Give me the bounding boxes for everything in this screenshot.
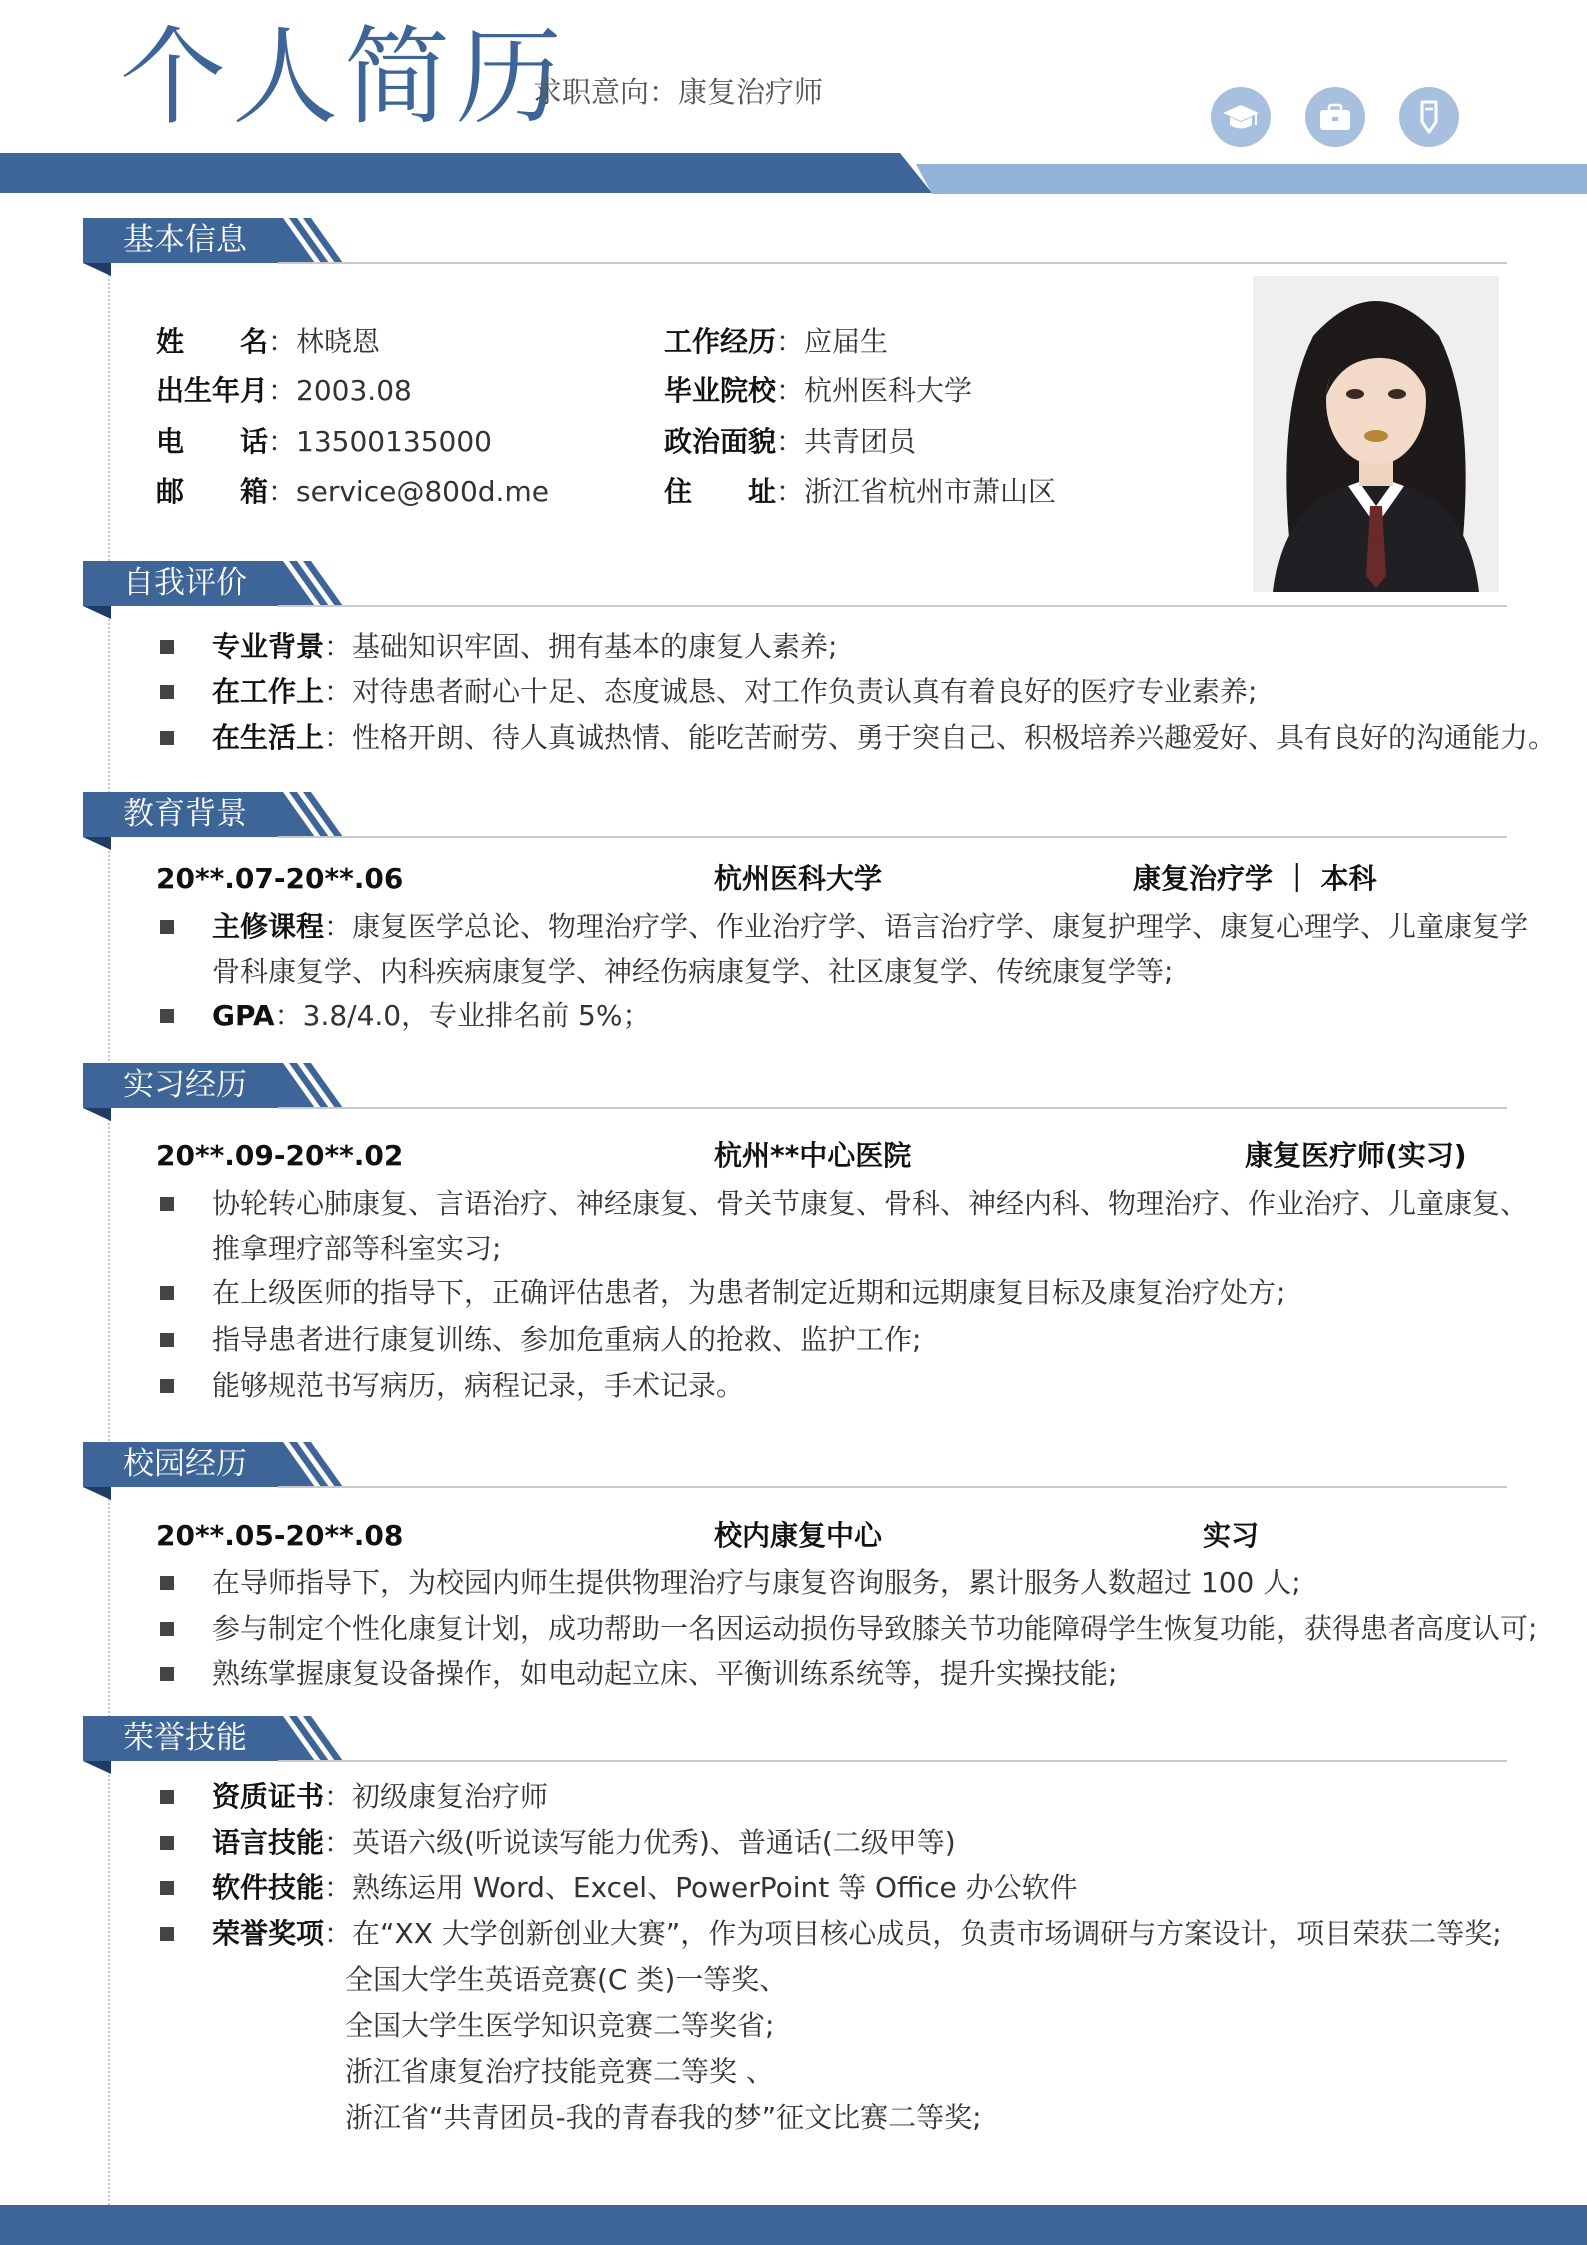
section-rule [278,1107,1507,1109]
language-line: 语言技能：英语六级(听说读写能力优秀)、普通话(二级甲等) [212,1826,956,1859]
intern-item: 能够规范书写病历，病程记录，手术记录。 [212,1369,745,1402]
self-eval-item: 专业背景：基础知识牢固、拥有基本的康复人素养; [212,630,838,663]
intern-item-cont: 推拿理疗部等科室实习; [212,1232,502,1265]
software-line: 软件技能：熟练运用 Word、Excel、PowerPoint 等 Office 办公软件 [212,1871,1078,1904]
school-field: 毕业院校：杭州医科大学 [664,374,973,407]
self-eval-item: 在工作上：对待患者耐心十足、态度诚恳、对工作负责认真有着良好的医疗专业素养; [212,675,1258,708]
intern-role: 康复医疗师(实习) [1245,1139,1467,1172]
footer-band [0,2205,1587,2245]
campus-role: 实习 [1203,1519,1260,1552]
section-title: 荣誉技能 [83,1716,278,1761]
award-line: 浙江省康复治疗技能竞赛二等奖 、 [345,2055,774,2088]
briefcase-icon [1305,87,1365,147]
timeline-dotted-line [108,262,110,2217]
political-field: 政治面貌：共青团员 [664,425,917,458]
section-rule [278,605,1507,607]
birth-field: 出生年月：2003.08 [156,374,412,407]
section-rule [278,1486,1507,1488]
section-stripes [273,1063,433,1108]
pen-icon [1399,87,1459,147]
section-rule [278,1760,1507,1762]
edu-period: 20**.07-20**.06 [156,862,404,895]
section-honors [83,1716,1507,1761]
courses-line-1: 主修课程：康复医学总论、物理治疗学、作业治疗学、语言治疗学、康复护理学、康复心理学、儿童康复学 [212,910,1529,943]
section-title: 教育背景 [83,792,278,837]
section-title: 实习经历 [83,1063,278,1108]
award-line: 全国大学生医学知识竞赛二等奖省; [345,2009,775,2042]
header-band-light [916,164,1587,194]
award-line: 浙江省“共青团员-我的青春我的梦”征文比赛二等奖; [345,2101,982,2134]
intern-item: 在上级医师的指导下，正确评估患者，为患者制定近期和远期康复目标及康复治疗处方; [212,1276,1286,1309]
section-stripes [273,1716,433,1761]
award-line: 全国大学生英语竞赛(C 类)一等奖、 [345,1963,788,1996]
courses-line-2: 骨科康复学、内科疾病康复学、神经伤病康复学、社区康复学、传统康复学等; [212,955,1174,988]
section-title: 校园经历 [83,1442,278,1487]
graduation-cap-icon [1211,87,1271,147]
name-field: 姓 名：林晓恩 [156,325,381,358]
address-field: 住 址：浙江省杭州市萧山区 [664,475,1057,508]
experience-field: 工作经历：应届生 [664,325,889,358]
section-basic-info [83,218,1507,263]
self-eval-item: 在生活上：性格开朗、待人真诚热情、能吃苦耐劳、勇于突自己、积极培养兴趣爱好、具有良好的沟通能力。 [212,721,1557,754]
intern-period: 20**.09-20**.02 [156,1139,404,1172]
intern-item: 指导患者进行康复训练、参加危重病人的抢救、监护工作; [212,1323,922,1356]
header-band-dark [0,153,932,193]
campus-item: 在导师指导下，为校园内师生提供物理治疗与康复咨询服务，累计服务人数超过 100 人; [212,1566,1301,1599]
section-stripes [273,792,433,837]
cert-line: 资质证书：初级康复治疗师 [212,1780,549,1813]
section-stripes [273,218,433,263]
section-rule [278,262,1507,264]
section-stripes [273,1442,433,1487]
edu-school: 杭州医科大学 [714,862,883,895]
section-stripes [273,561,433,606]
edu-major: 康复治疗学 ｜ 本科 [1133,862,1377,895]
campus-period: 20**.05-20**.08 [156,1519,404,1552]
phone-field: 电 话：13500135000 [156,425,492,458]
page-title: 个人简历 [120,16,568,139]
campus-item: 参与制定个性化康复计划，成功帮助一名因运动损伤导致膝关节功能障碍学生恢复功能，获得患者高度认可; [212,1612,1538,1645]
section-internship [83,1063,1507,1108]
gpa-line: GPA：3.8/4.0，专业排名前 5%； [212,999,651,1032]
campus-org: 校内康复中心 [714,1519,883,1552]
campus-item: 熟练掌握康复设备操作，如电动起立床、平衡训练系统等，提升实操技能; [212,1657,1118,1690]
job-intent: 求职意向：康复治疗师 [533,75,824,109]
intern-org: 杭州**中心医院 [714,1139,912,1172]
section-education [83,792,1507,837]
intern-item: 协轮转心肺康复、言语治疗、神经康复、骨关节康复、骨科、神经内科、物理治疗、作业治疗、儿童康复、 [212,1187,1529,1220]
section-self-evaluation [83,561,1507,606]
profile-photo [1253,276,1499,592]
email-field: 邮 箱：service@800d.me [156,475,549,508]
section-rule [278,836,1507,838]
award-line: 荣誉奖项：在“XX 大学创新创业大赛”，作为项目核心成员，负责市场调研与方案设计，项目荣获二等奖; [212,1917,1502,1950]
section-title: 自我评价 [83,561,278,606]
section-title: 基本信息 [83,218,278,263]
section-campus [83,1442,1507,1487]
